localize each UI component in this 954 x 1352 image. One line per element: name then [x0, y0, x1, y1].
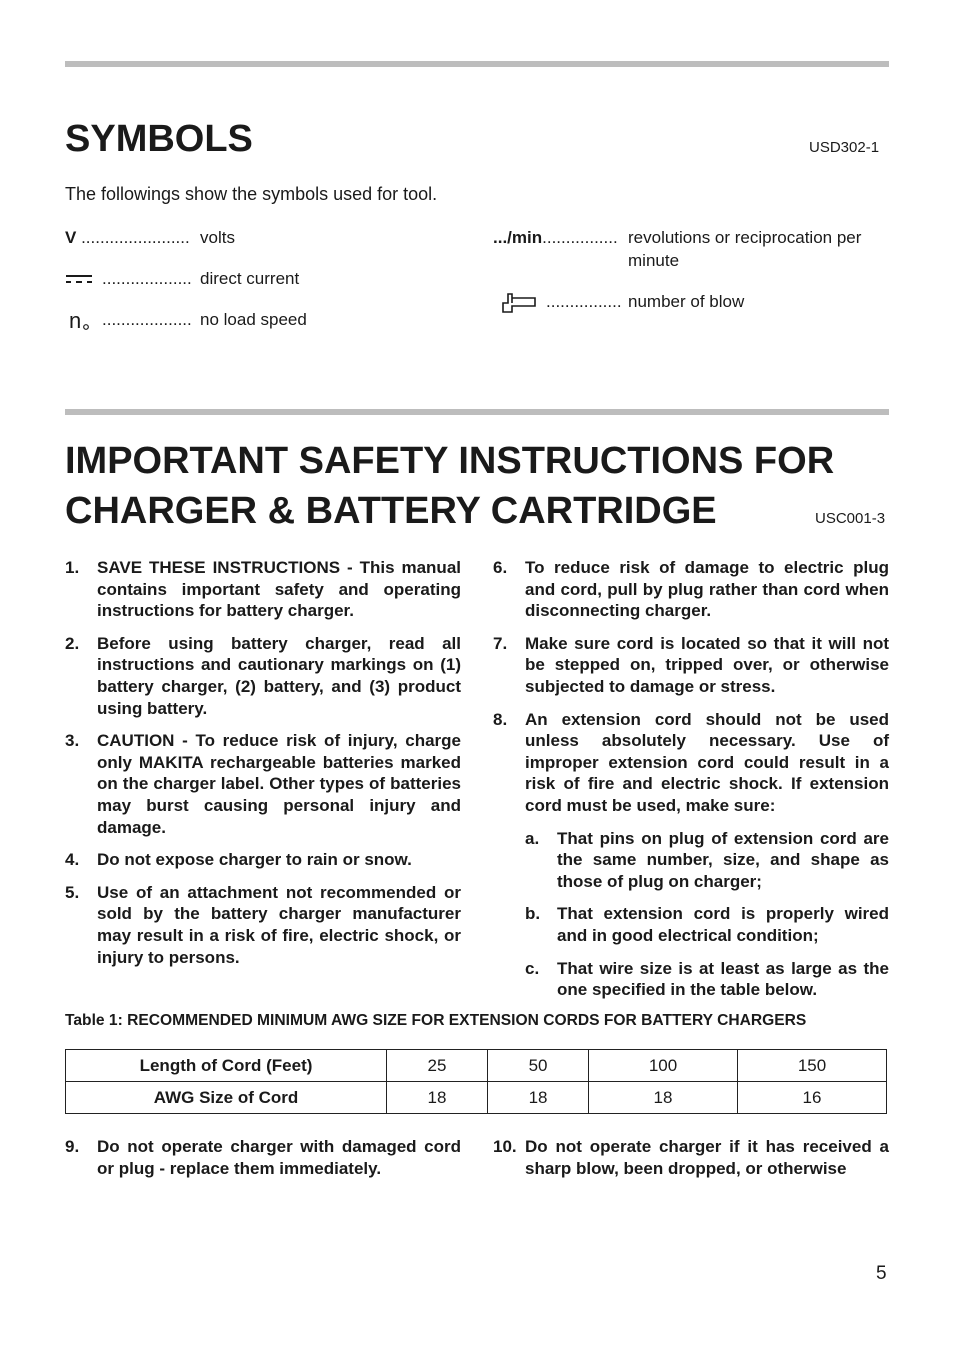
- item-text: SAVE THESE INSTRUCTIONS - This manual contains important safety and operating instructions for battery charger.: [97, 558, 461, 621]
- safety-code: USC001-3: [815, 510, 886, 527]
- item-number: 1.: [65, 558, 80, 577]
- item-text: An extension cord should not be used unless absolutely necessary. Use of improper extension cord could result in a risk of fire and electric shock. If extension cord must be used, make sure:: [525, 709, 889, 815]
- blow-icon: [501, 292, 537, 314]
- symbol-dots: ................: [542, 228, 618, 247]
- table-cell: 18: [387, 1082, 488, 1114]
- item-number: 10.: [493, 1137, 517, 1156]
- symbol-desc-cont: minute: [628, 251, 680, 270]
- table-cell: 25: [387, 1050, 488, 1082]
- table-cell: 16: [738, 1082, 887, 1114]
- safety-bottom-right: [493, 1136, 889, 1190]
- symbol-desc: number of blow: [628, 292, 745, 311]
- direct-current-icon: [65, 273, 93, 285]
- sub-item: [525, 958, 889, 1001]
- list-item: [65, 730, 461, 838]
- list-item: [65, 849, 461, 871]
- symbols-intro: The followings show the symbols used for tool.: [65, 184, 438, 204]
- section-rule: [65, 409, 889, 415]
- item-number: 2.: [65, 633, 80, 653]
- sub-item-letter: c.: [525, 958, 540, 978]
- list-item: [493, 557, 889, 622]
- item-number: 4.: [65, 850, 80, 870]
- list-item: [65, 557, 461, 622]
- table-caption: Table 1: RECOMMENDED MINIMUM AWG SIZE FOR EXTENSION CORDS FOR BATTERY CHARGERS: [65, 1012, 807, 1029]
- list-item: [65, 882, 461, 968]
- item-number: 3.: [65, 731, 80, 751]
- safety-title-line2: CHARGER & BATTERY CARTRIDGE: [65, 490, 717, 532]
- item-text: To reduce risk of damage to electric plug and cord, pull by plug rather than cord when disconnecting charger.: [525, 558, 889, 621]
- list-item: [493, 633, 889, 698]
- item-number: 9.: [65, 1137, 80, 1156]
- safety-right-column: [493, 557, 889, 1012]
- safety-left-column: [65, 557, 461, 979]
- table-cell: 100: [589, 1050, 738, 1082]
- item-text: Make sure cord is located so that it will not be stepped on, tripped over, or otherwise subjected to damage or stress.: [525, 633, 889, 696]
- symbol-dots: ...................: [102, 310, 192, 329]
- item-text: Use of an attachment not recommended or sold by the battery charger manufacturer may result in a risk of fire, electric shock, or injury to persons.: [97, 882, 461, 967]
- table-cell: 18: [488, 1082, 589, 1114]
- page-number: 5: [876, 1263, 887, 1284]
- table-row: [66, 1050, 887, 1082]
- symbol-key: .../min: [493, 228, 543, 247]
- item-number: 6.: [493, 558, 508, 577]
- table-header-cell: Length of Cord (Feet): [66, 1050, 387, 1082]
- sub-item: [525, 903, 889, 946]
- table-cell: 150: [738, 1050, 887, 1082]
- item-text: Do not operate charger if it has received a sharp blow, been dropped, or otherwise: [525, 1137, 889, 1178]
- symbols-code: USD302-1: [809, 139, 880, 156]
- item-text: Before using battery charger, read all instructions and cautionary markings on (1) battery charger, (2) battery, and (3) product using battery.: [97, 633, 461, 718]
- sub-item-letter: a.: [525, 828, 540, 848]
- table-cell: 50: [488, 1050, 589, 1082]
- safety-bottom-left: [65, 1136, 461, 1190]
- awg-table: [65, 1049, 887, 1114]
- symbol-dots: .......................: [81, 228, 190, 247]
- symbol-per-minute: [493, 228, 862, 270]
- no-load-speed-icon: [69, 310, 95, 332]
- symbols-title: SYMBOLS: [65, 118, 253, 160]
- table-row: [66, 1082, 887, 1114]
- list-item: [65, 633, 461, 719]
- item-number: 7.: [493, 633, 508, 653]
- symbol-desc: revolutions or reciprocation per: [628, 228, 862, 247]
- top-rule: [65, 61, 889, 67]
- table-cell: 18: [589, 1082, 738, 1114]
- table-header-cell: AWG Size of Cord: [66, 1082, 387, 1114]
- list-item: [65, 1136, 461, 1179]
- item-text: Do not expose charger to rain or snow.: [97, 850, 412, 870]
- list-item: [493, 1136, 889, 1179]
- symbol-desc: volts: [200, 228, 235, 247]
- item-number: 8.: [493, 709, 508, 729]
- symbol-dots: ...................: [102, 269, 192, 288]
- sub-item-text: That wire size is at least as large as the one specified in the table below.: [557, 958, 889, 1000]
- symbol-dots: ................: [546, 292, 622, 311]
- svg-text:n: n: [69, 310, 82, 332]
- item-text: Do not operate charger with damaged cord or plug - replace them immediately.: [97, 1137, 461, 1178]
- list-item: [493, 709, 889, 1001]
- symbol-desc: direct current: [200, 269, 300, 288]
- sub-item-text: That extension cord is properly wired and in good electrical condition;: [557, 904, 889, 945]
- sub-item-letter: b.: [525, 904, 541, 924]
- safety-title-line1: IMPORTANT SAFETY INSTRUCTIONS FOR: [65, 440, 835, 482]
- item-text: CAUTION - To reduce risk of injury, charge only MAKITA rechargeable batteries marked on the charger label. Other types of batteries may burst causing personal injury and damage.: [97, 731, 461, 837]
- symbol-volts: [65, 228, 235, 248]
- sub-item-text: That pins on plug of extension cord are the same number, size, and shape as those of plug on charger;: [557, 828, 889, 891]
- symbol-desc: no load speed: [200, 310, 307, 329]
- item-number: 5.: [65, 882, 80, 902]
- sub-item: [525, 828, 889, 893]
- symbol-key: V: [65, 228, 77, 247]
